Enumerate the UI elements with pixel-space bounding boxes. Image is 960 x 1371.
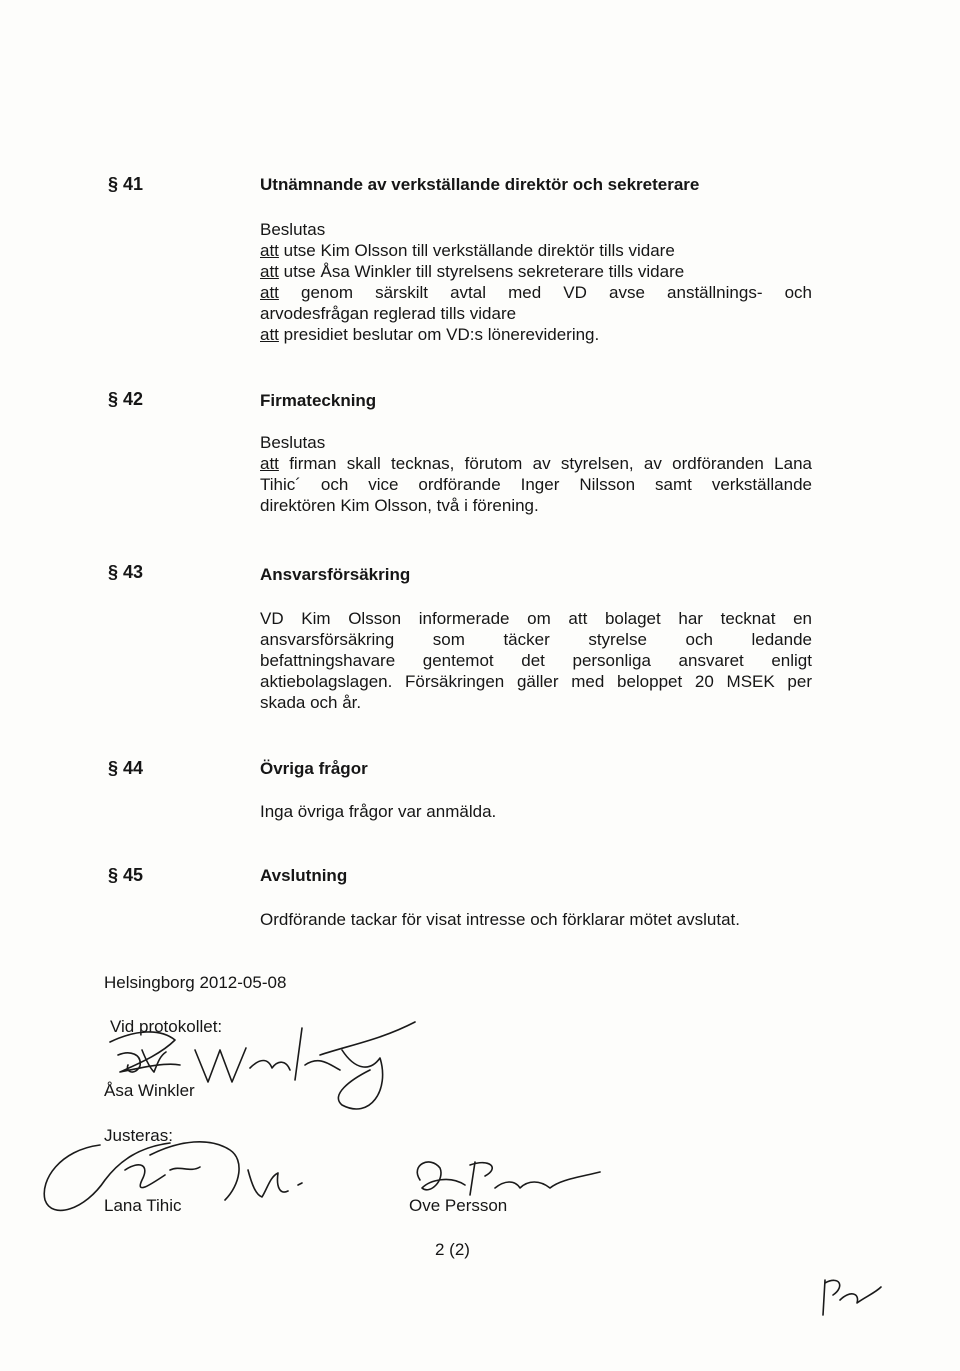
decision-line: att utse Åsa Winkler till styrelsens sekreterare tills vidare [260,262,685,281]
section-title: Utnämnande av verkställande direktör och sekreterare [260,175,700,194]
initials-mark [815,1265,885,1320]
section-body [260,608,812,713]
decision-line: Tihic´ och vice ordförande Inger Nilsson samt verkställande [260,475,812,494]
section-body [260,801,812,822]
paragraph-line: befattningshavare gentemot det personliga ansvaret enligt [260,651,812,670]
decision-line: att firman skall tecknas, förutom av styrelsen, av ordföranden Lana [260,454,812,473]
paragraph-line: Ordförande tackar för visat intresse och förklarar mötet avslutat. [260,910,740,929]
paragraph-line: Inga övriga frågor var anmälda. [260,802,497,821]
signature-asa-winkler [80,1010,420,1120]
section-body [260,909,812,930]
adjuster-name-1: Lana Tihic [104,1196,182,1215]
section-body [260,219,812,345]
decision-line: att genom särskilt avtal med VD avse anställnings- och [260,283,812,302]
section-number: § 44 [108,758,144,778]
signature-lana-tihic [30,1125,330,1225]
section-number: § 43 [108,562,144,582]
place-date: Helsingborg 2012-05-08 [104,973,287,992]
decision-line: arvodesfrågan reglerad tills vidare [260,304,517,323]
section-number: § 45 [108,865,144,885]
page-number: 2 (2) [435,1240,470,1259]
decision-line: att presidiet beslutar om VD:s lönerevidering. [260,325,600,344]
decided-label: Beslutas [260,220,326,239]
adjusters-label: Justeras: [104,1126,173,1145]
decision-line: att utse Kim Olsson till verkställande direktör tills vidare [260,241,675,260]
decided-label: Beslutas [260,433,326,452]
paragraph-line: VD Kim Olsson informerade om att bolaget har tecknat en [260,609,812,628]
section-body [260,432,812,516]
paragraph-line: aktiebolagslagen. Försäkringen gäller med beloppet 20 MSEK per [260,672,812,691]
section-number: § 41 [108,174,144,194]
section-title: Övriga frågor [260,759,368,778]
recorder-name: Åsa Winkler [104,1081,195,1100]
section-title: Avslutning [260,866,348,885]
section-number: § 42 [108,389,144,409]
paragraph-line: skada och år. [260,693,362,712]
signature-ove-persson [400,1150,620,1210]
adjuster-name-2: Ove Persson [409,1196,508,1215]
recorder-label: Vid protokollet: [110,1017,223,1036]
section-title: Firmateckning [260,391,377,410]
decision-line: direktören Kim Olsson, två i förening. [260,496,539,515]
section-title: Ansvarsförsäkring [260,565,411,584]
paragraph-line: ansvarsförsäkring som täcker styrelse och ledande [260,630,812,649]
